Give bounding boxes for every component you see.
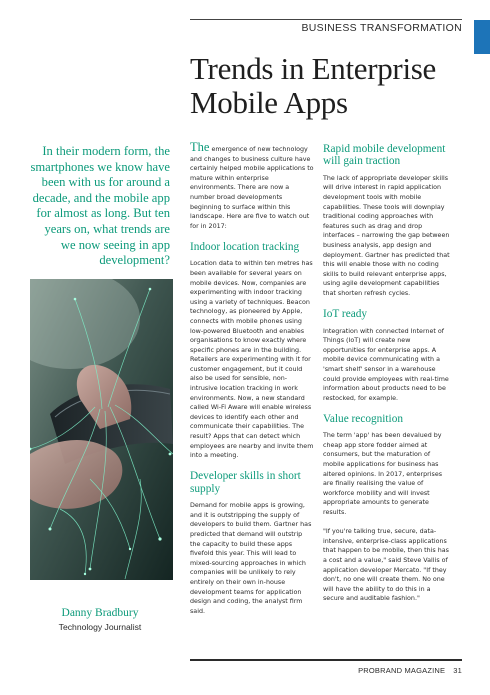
quote-paragraph: "If you're talking true, secure, data-intensive, enterprise-class applications that happen to be mobile, then this has a cost and a value," said Steve Vallis of application developer Mercato. "If they don't, no one will create them. No one will have the ability to do this in a secure and auditable fashion." (323, 528, 449, 603)
subheading-indoor-location: Indoor location tracking (190, 240, 300, 253)
page-number: 31 (453, 666, 462, 675)
body-paragraph: Location data to within ten metres has been available for several years on mobile devices. Now, companies are experimenting with indoor tracking using a variety of techniques. Beacon technology, as pioneered by Apple, connects with mobile phones using low-powered Bluetooth and enables organisations to know exactly where specific phones are in the building. Retailers are experimenting with it for customer engagement, but it could also be used for sensible, non-intrusive location tracking in work environments. Now, a new standard called Wi-Fi Aware will enable wireless devices to identify each other and communicate their capabilities. The result? Apps that can detect which employees are nearby and invite them into a meeting. (190, 260, 314, 460)
article-column-2 (323, 143, 451, 604)
body-paragraph: Integration with connected Internet of Things (IoT) will create new opportunities for enterprise apps. A mobile device communicating with a 'smart shelf' sensor in a warehouse could provide employees with real-time information about products need to be restocked, for example. (323, 327, 449, 402)
intro-text: emergence of new technology and changes to business culture have certainly helped mobile applications to mature within enterprise environments. There are now a number broad developments beginning to surface within this landscape. Here are five to watch out for in 2017: (190, 146, 314, 230)
brand-tab (474, 20, 490, 54)
magazine-name: PROBRAND MAGAZINE (358, 666, 446, 675)
standfirst: In their modern form, the smartphones we know have been with us for around a decade, and the mobile app for almost as long. But ten years on, what trends are we now seeing in app development? (30, 144, 170, 268)
article-photo (30, 279, 173, 580)
title-line-1: Trends in Enterprise (190, 51, 436, 86)
header-rule (190, 19, 462, 20)
body-paragraph: The lack of appropriate developer skills will drive interest in rapid application development tools with mobile capabilities. These tools will downplay traditional coding approaches with features such as drag and drop interfaces – narrowing the gap between business analysis, app design and deployment. Gartner has predicted that this will enable those with no coding skills to build relevant enterprise apps, using agile development capabilities that shorten refresh cycles. (323, 174, 450, 297)
author-name: Danny Bradbury (61, 607, 139, 619)
article-title (190, 52, 480, 120)
hand-holding-smartphone-with-network-lines-icon (30, 279, 173, 580)
subheading-rapid-mobile: Rapid mobile development will gain traction (323, 143, 446, 168)
body-paragraph: Demand for mobile apps is growing, and it is outstripping the supply of developers to build them. Gartner has predicted that demand will outstrip the capacity to build these apps fivefold this year. This will lead to mixed-sourcing approaches in which companies will be unlikely to rely entirely on their own in-house development teams for application design and coding, the analyst firm said. (190, 502, 312, 615)
page-footer (358, 666, 462, 675)
intro-paragraph (190, 140, 314, 231)
body-paragraph: The term 'app' has been devalued by cheap app store fodder aimed at consumers, but the maturation of mobile applications for business has altered opinions. In 2017, enterprises are finally realising the value of workforce mobility and will invest appropriate amounts to generate results. (323, 432, 443, 517)
subheading-iot-ready: IoT ready (323, 308, 368, 321)
dropcap: The (190, 140, 210, 154)
section-label: BUSINESS TRANSFORMATION (301, 22, 462, 34)
subheading-value-recognition: Value recognition (323, 412, 403, 425)
article-column-1 (190, 140, 314, 616)
author-role: Technology Journalist (58, 622, 142, 632)
title-line-2: Mobile Apps (190, 85, 348, 120)
subheading-developer-skills: Developer skills in short supply (190, 470, 301, 495)
footer-rule (190, 659, 462, 661)
